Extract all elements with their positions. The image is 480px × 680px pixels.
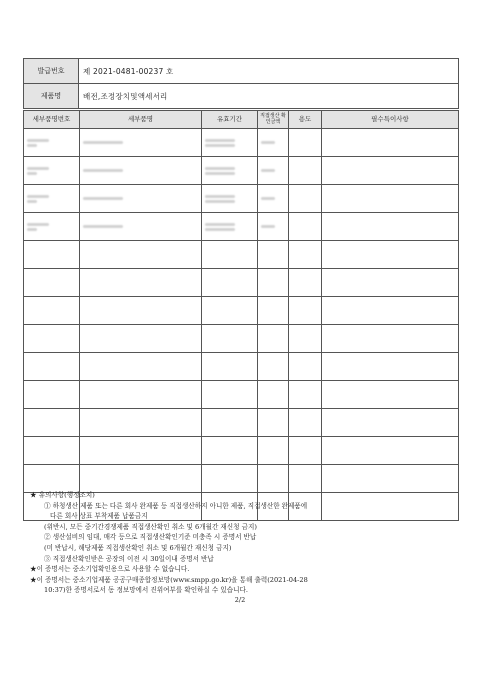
- page-number: 2/2: [234, 596, 246, 604]
- table-row-empty: [24, 241, 459, 269]
- detail-product-table: [23, 110, 459, 521]
- table-cell: [322, 325, 459, 353]
- redacted-text: [27, 200, 37, 203]
- table-cell: [258, 437, 289, 465]
- redacted-text: [205, 228, 235, 231]
- note-line: ★이 증명서는 중소기업확인용으로 사용할 수 없습니다.: [30, 565, 190, 574]
- table-cell: [202, 465, 258, 493]
- table-cell: [80, 409, 202, 437]
- table-cell: [202, 409, 258, 437]
- table-cell: [24, 353, 80, 381]
- table-row-empty: [24, 381, 459, 409]
- table-cell: [202, 269, 258, 297]
- table-cell: [80, 213, 202, 241]
- table-cell: [24, 185, 80, 213]
- redacted-text: [27, 144, 37, 147]
- redacted-text: [261, 169, 275, 172]
- table-cell: [24, 325, 80, 353]
- table-cell: [289, 325, 322, 353]
- col-header-usage: 용도: [289, 111, 322, 129]
- redacted-text: [261, 141, 275, 144]
- redacted-text: [83, 141, 123, 144]
- table-cell: [80, 157, 202, 185]
- redacted-text: [27, 139, 49, 142]
- col-header-amount: 직접생산 확인금액: [258, 111, 289, 129]
- table-row-redacted: [24, 213, 459, 241]
- table-cell: [80, 297, 202, 325]
- table-cell: [289, 353, 322, 381]
- table-row-empty: [24, 325, 459, 353]
- table-cell: [322, 437, 459, 465]
- table-cell: [289, 269, 322, 297]
- table-cell: [202, 325, 258, 353]
- table-header-row: [24, 111, 459, 129]
- redacted-text: [261, 225, 275, 228]
- table-cell: [289, 241, 322, 269]
- table-cell: [24, 157, 80, 185]
- note-line: (위반시, 모든 중기간경쟁제품 직접생산확인 취소 및 6개월간 재신청 금지): [44, 522, 257, 531]
- table-cell: [322, 129, 459, 157]
- table-cell: [258, 157, 289, 185]
- redacted-text: [27, 223, 49, 226]
- product-name-row: [24, 84, 459, 109]
- col-header-notes: 필수특이사항: [322, 111, 459, 129]
- table-cell: [258, 241, 289, 269]
- col-header-detail-number: 세부품명번호: [24, 111, 80, 129]
- table-cell: [202, 241, 258, 269]
- table-cell: [80, 381, 202, 409]
- table-cell: [24, 297, 80, 325]
- notes-section: [30, 490, 450, 596]
- certificate-header-table: [23, 58, 459, 109]
- col-header-detail-name: 세부품명: [80, 111, 202, 129]
- table-cell: [289, 157, 322, 185]
- table-body: [24, 129, 459, 521]
- table-cell: [24, 409, 80, 437]
- table-cell: [24, 213, 80, 241]
- table-cell: [258, 213, 289, 241]
- col-header-validity: 유효기간: [202, 111, 258, 129]
- note-line: (미 반납시, 해당제품 직접생산확인 취소 및 6개월간 재신청 금지): [44, 543, 232, 552]
- note-line: ② 생산설비의 임대, 매각 등으로 직접생산확인기준 미충족 시 증명서 반납: [44, 533, 257, 542]
- table-row-empty: [24, 353, 459, 381]
- table-cell: [202, 437, 258, 465]
- table-cell: [289, 185, 322, 213]
- table-cell: [202, 185, 258, 213]
- redacted-text: [205, 139, 235, 142]
- table-cell: [322, 465, 459, 493]
- table-cell: [258, 129, 289, 157]
- table-cell: [24, 381, 80, 409]
- table-cell: [24, 269, 80, 297]
- table-cell: [202, 353, 258, 381]
- table-cell: [80, 353, 202, 381]
- redacted-text: [27, 172, 37, 175]
- table-cell: [322, 241, 459, 269]
- table-row-empty: [24, 297, 459, 325]
- table-cell: [24, 241, 80, 269]
- table-cell: [80, 437, 202, 465]
- table-row-empty: [24, 437, 459, 465]
- table-cell: [258, 409, 289, 437]
- cert-number-label: 발급번호: [24, 59, 79, 84]
- table-cell: [258, 381, 289, 409]
- product-name-label: 제품명: [24, 84, 79, 109]
- redacted-text: [83, 169, 123, 172]
- redacted-text: [205, 144, 235, 147]
- note-line: ① 하청생산 제품 또는 다른 회사 완제품 등 직접생산하지 아니한 제품, 직접생산한 완제품에: [44, 501, 308, 510]
- table-cell: [258, 185, 289, 213]
- table-row-redacted: [24, 185, 459, 213]
- table-cell: [80, 185, 202, 213]
- table-cell: [24, 465, 80, 493]
- redacted-text: [83, 197, 123, 200]
- table-cell: [289, 409, 322, 437]
- table-cell: [322, 353, 459, 381]
- table-cell: [202, 213, 258, 241]
- note-line: ★이 증명서는 중소기업제품 공공구매종합정보망(www.smpp.go.kr)을 통해 출력(2021-04-28: [30, 575, 308, 584]
- table-cell: [322, 185, 459, 213]
- table-cell: [289, 129, 322, 157]
- cert-number-value: 제 2021-0481-00237 호: [79, 59, 459, 84]
- table-cell: [289, 213, 322, 241]
- table-cell: [80, 269, 202, 297]
- table-cell: [202, 297, 258, 325]
- redacted-text: [27, 167, 49, 170]
- table-cell: [80, 241, 202, 269]
- table-cell: [322, 381, 459, 409]
- notes-title: ★ 유의사항(행정조치): [30, 491, 95, 499]
- note-line: 다른 회사 상표 부착제품 납품금지: [50, 512, 148, 521]
- redacted-text: [261, 197, 275, 200]
- product-name-value: 배전,조정장치및액세서리: [79, 84, 459, 109]
- table-cell: [80, 465, 202, 493]
- table-row-empty: [24, 269, 459, 297]
- table-cell: [24, 129, 80, 157]
- table-row-empty: [24, 465, 459, 493]
- table-cell: [289, 465, 322, 493]
- table-cell: [289, 381, 322, 409]
- table-cell: [258, 269, 289, 297]
- table-cell: [24, 437, 80, 465]
- table-cell: [322, 213, 459, 241]
- table-cell: [289, 297, 322, 325]
- redacted-text: [205, 172, 235, 175]
- table-cell: [202, 157, 258, 185]
- table-cell: [289, 437, 322, 465]
- table-cell: [322, 269, 459, 297]
- table-cell: [258, 325, 289, 353]
- table-cell: [258, 353, 289, 381]
- redacted-text: [83, 225, 123, 228]
- table-cell: [258, 465, 289, 493]
- table-cell: [322, 157, 459, 185]
- table-cell: [258, 297, 289, 325]
- table-cell: [202, 129, 258, 157]
- redacted-text: [205, 200, 235, 203]
- table-row-redacted: [24, 157, 459, 185]
- table-cell: [80, 129, 202, 157]
- table-row-redacted: [24, 129, 459, 157]
- table-cell: [202, 381, 258, 409]
- redacted-text: [205, 167, 235, 170]
- note-line: 10:37)한 증명서로서 동 정보망에서 진위여부를 확인하실 수 있습니다.: [44, 586, 248, 595]
- redacted-text: [27, 228, 37, 231]
- redacted-text: [205, 195, 235, 198]
- table-cell: [322, 409, 459, 437]
- table-cell: [80, 325, 202, 353]
- redacted-text: [27, 195, 49, 198]
- redacted-text: [205, 223, 235, 226]
- note-line: ③ 직접생산확인받은 공장의 이전 시 30일이내 증명서 반납: [44, 554, 214, 563]
- table-row-empty: [24, 409, 459, 437]
- cert-number-row: [24, 59, 459, 84]
- table-cell: [322, 297, 459, 325]
